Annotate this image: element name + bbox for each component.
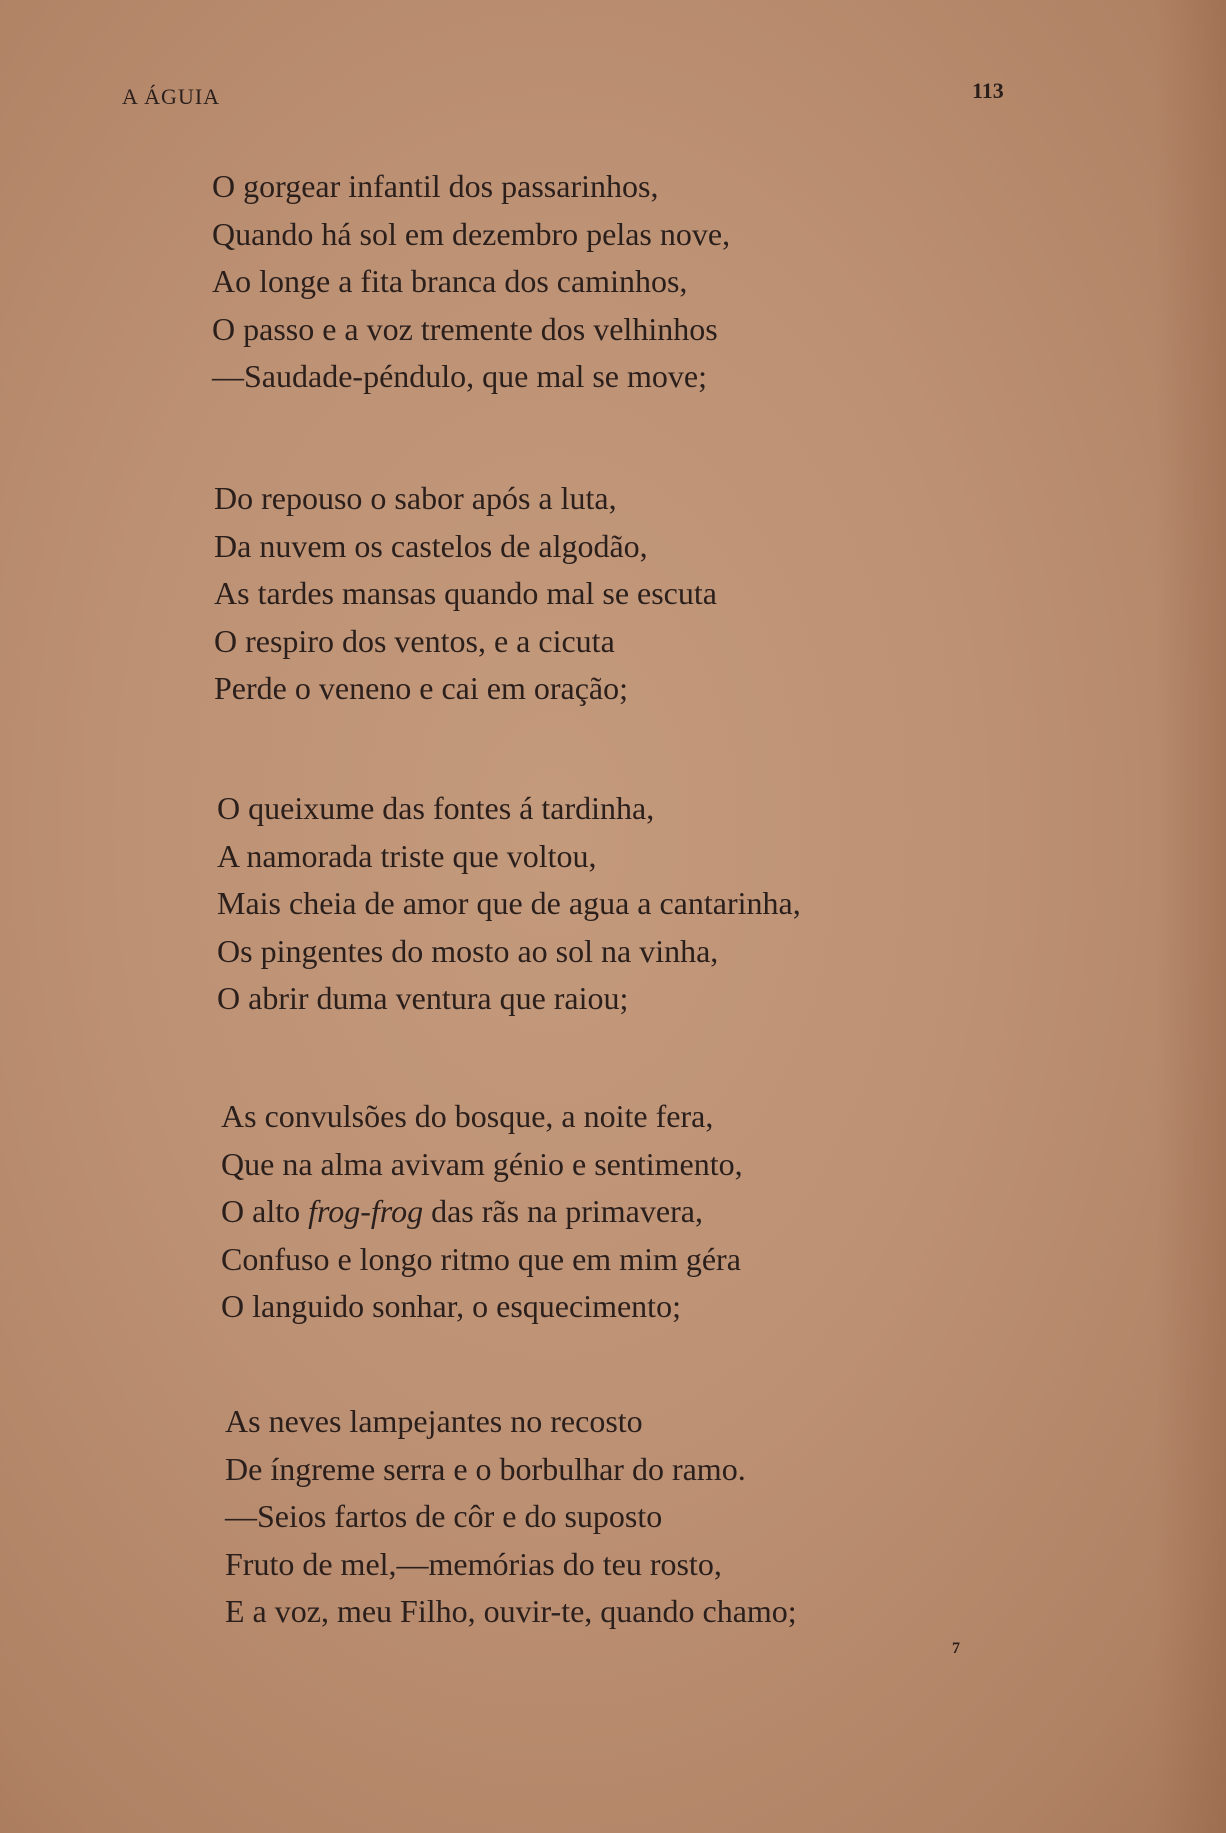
stanza-3 [217, 785, 801, 1023]
stanza-5 [225, 1398, 797, 1636]
poem-line: O passo e a voz tremente dos velhinhos [212, 310, 718, 347]
poem-line: O gorgear infantil dos passarinhos, [212, 168, 659, 204]
poem-line: As convulsões do bosque, a noite fera, [221, 1098, 714, 1134]
poem-line: O respiro dos ventos, e a cicuta [214, 622, 615, 659]
poem-line: As neves lampejantes no recosto [225, 1403, 643, 1439]
poem-line: O queixume das fontes á tardinha, [217, 790, 655, 826]
running-title: A ÁGUIA [122, 84, 221, 109]
page-number: 113 [972, 78, 1004, 103]
poem-line: A namorada triste que voltou, [217, 837, 597, 874]
poem-line: Fruto de mel,—memórias do teu rosto, [225, 1545, 722, 1582]
poem-line: Que na alma avivam génio e sentimento, [221, 1145, 743, 1182]
poem-line: Quando há sol em dezembro pelas nove, [212, 215, 731, 252]
signature-mark: 7 [952, 1640, 960, 1657]
poem-line: E a voz, meu Filho, ouvir-te, quando chamo; [225, 1593, 797, 1629]
line-text: das rãs na primavera, [423, 1193, 703, 1229]
stanza-1 [212, 163, 730, 401]
line-text: O alto [221, 1193, 309, 1229]
poem-line: Da nuvem os castelos de algodão, [214, 527, 648, 564]
poem-line: Mais cheia de amor que de agua a cantarinha, [217, 885, 801, 921]
poem-line: Perde o veneno e cai em oração; [214, 670, 629, 706]
poem-line: Confuso e longo ritmo que em mim géra [221, 1240, 741, 1277]
poem-line: As tardes mansas quando mal se escuta [214, 575, 717, 611]
poem-line: —Saudade-péndulo, que mal se move; [212, 358, 707, 394]
poem-line: —Seios fartos de côr e do suposto [225, 1498, 663, 1534]
poem-line: Os pingentes do mosto ao sol na vinha, [217, 932, 719, 969]
poem-line: Ao longe a fita branca dos caminhos, [212, 263, 688, 299]
stanza-4 [221, 1093, 743, 1331]
poem-line: O abrir duma ventura que raiou; [217, 980, 629, 1016]
italic-onomatopoeia: frog-frog [308, 1193, 424, 1229]
poem-line [221, 1188, 743, 1236]
stanza-2 [214, 475, 717, 713]
poem-line: Do repouso o sabor após a luta, [214, 480, 617, 516]
poem-line: De íngreme serra e o borbulhar do ramo. [225, 1450, 746, 1487]
poem-line: O languido sonhar, o esquecimento; [221, 1288, 681, 1324]
